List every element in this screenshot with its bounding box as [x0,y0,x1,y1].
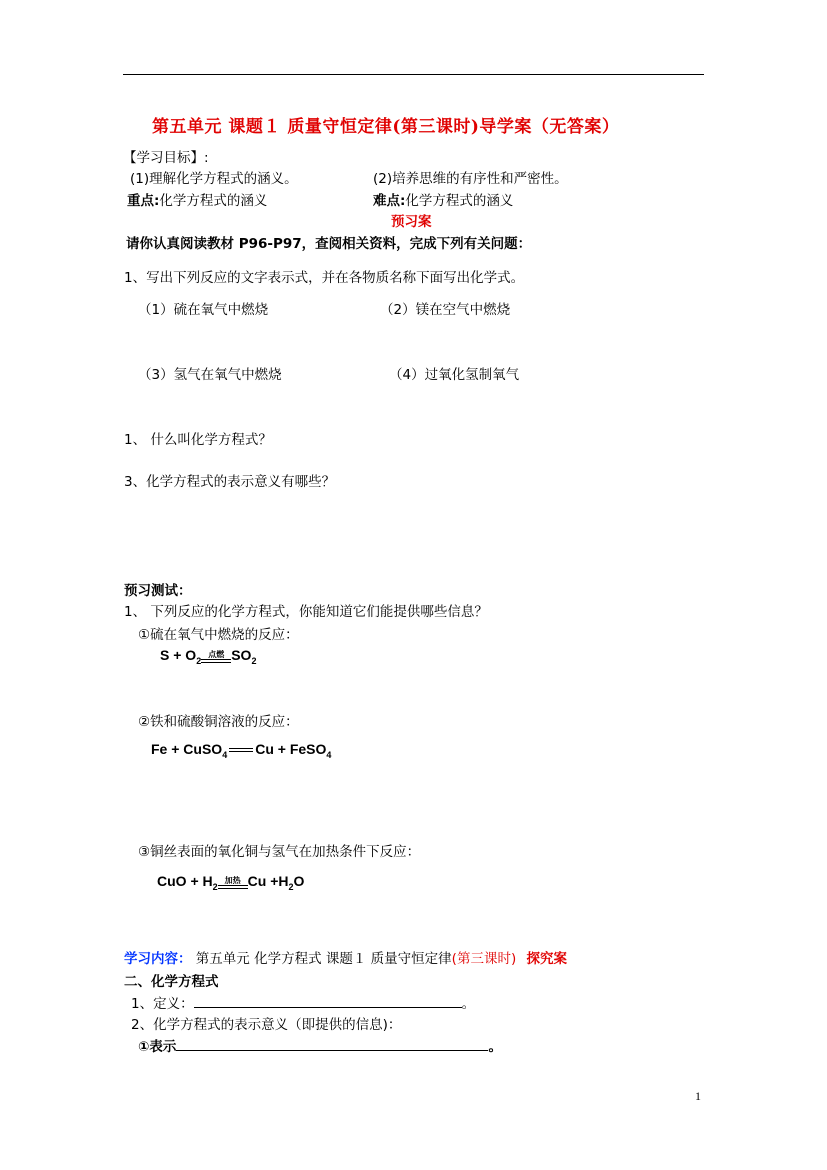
reaction-2-text: （2）镁在空气中燃烧 [380,302,511,318]
test-heading: 预习测试： [124,583,192,599]
equation-copper-oxide [157,873,305,892]
objectives-header: 【学习目标】: [123,150,209,166]
show-end: 。 [488,1039,502,1055]
definition-end: 。 [461,996,476,1012]
eq2-products: Cu + FeSO [255,741,327,757]
objective-2: (2)培养思维的有序性和严密性。 [373,171,568,187]
eq2-subscript: 4 [222,750,228,760]
document-title: 第五单元 课题１ 质量守恒定律(第三课时)导学案（无答案） [152,117,620,137]
difficulty-point [373,189,513,209]
meaning-line: 2、化学方程式的表示意义（即提供的信息)： [131,1017,402,1033]
eq1-product-subscript: 2 [251,656,257,666]
content-line [124,947,567,967]
eq1-subscript: 2 [196,656,202,666]
objective-1: (1)理解化学方程式的涵义。 [130,171,298,187]
explore-heading: 探究案 [526,951,568,967]
preview-question-2: 1、 什么叫化学方程式？ [124,432,272,448]
show-label: ①表示 [138,1039,177,1055]
eq1-product: SO [231,647,252,663]
show-line [138,1035,502,1055]
eq3-condition: 加热 [224,875,241,885]
key-text: 化学方程式的涵义 [159,193,268,209]
equation-sulfur [160,647,257,666]
eq3-subscript: 2 [212,882,218,892]
eq3-product-subscript: 2 [288,882,294,892]
preview-instruction: 请你认真阅读教材 P96-P97，查阅相关资料，完成下列有关问题： [126,236,532,252]
definition-line [131,992,475,1012]
eq1-condition: 点燃 [208,649,225,659]
test-reaction-1-label: ①硫在氧气中燃烧的反应： [138,627,299,643]
reaction-4-text: （4）过氧化氢制氧气 [389,367,520,383]
eq2-product-subscript: 4 [326,750,332,760]
show-blank[interactable] [176,1036,488,1051]
eq1-arrow [201,650,231,663]
eq1-reactants: S + O [160,647,197,663]
preview-question-3: 3、化学方程式的表示意义有哪些？ [124,474,336,490]
eq3-products: Cu +H [247,873,289,889]
content-period: (第三课时) [451,951,517,967]
key-label: 重点: [127,193,160,209]
preview-question-1: 1、写出下列反应的文字表示式，并在各物质名称下面写出化学式。 [124,270,525,286]
test-reaction-2-label: ②铁和硫酸铜溶液的反应： [138,714,299,730]
definition-blank[interactable] [194,993,462,1008]
content-label: 学习内容： [124,951,192,967]
eq2-reactants: Fe + CuSO [151,741,223,757]
test-question-1: 1、 下列反应的化学方程式，你能知道它们能提供哪些信息？ [124,604,488,620]
reaction-3-text: （3）氢气在氧气中燃烧 [138,367,282,383]
eq2-equals [229,748,253,752]
eq3-product-o: O [293,873,305,889]
header-rule [123,74,704,75]
eq3-arrow [218,876,248,889]
difficulty-label: 难点: [373,193,406,209]
difficulty-text: 化学方程式的涵义 [405,193,514,209]
test-reaction-3-label: ③铜丝表面的氧化铜与氢气在加热条件下反应： [138,844,421,860]
equation-iron [151,741,332,760]
preview-heading: 预习案 [391,214,432,230]
eq3-reactants: CuO + H [157,873,213,889]
key-point [127,189,267,209]
page-number: 1 [695,1089,701,1103]
reaction-1-text: （1）硫在氧气中燃烧 [138,302,269,318]
section-title: 二、化学方程式 [124,974,219,990]
definition-label: 1、定义： [131,996,194,1012]
content-unit: 第五单元 化学方程式 课题１ 质量守恒定律 [195,951,452,967]
